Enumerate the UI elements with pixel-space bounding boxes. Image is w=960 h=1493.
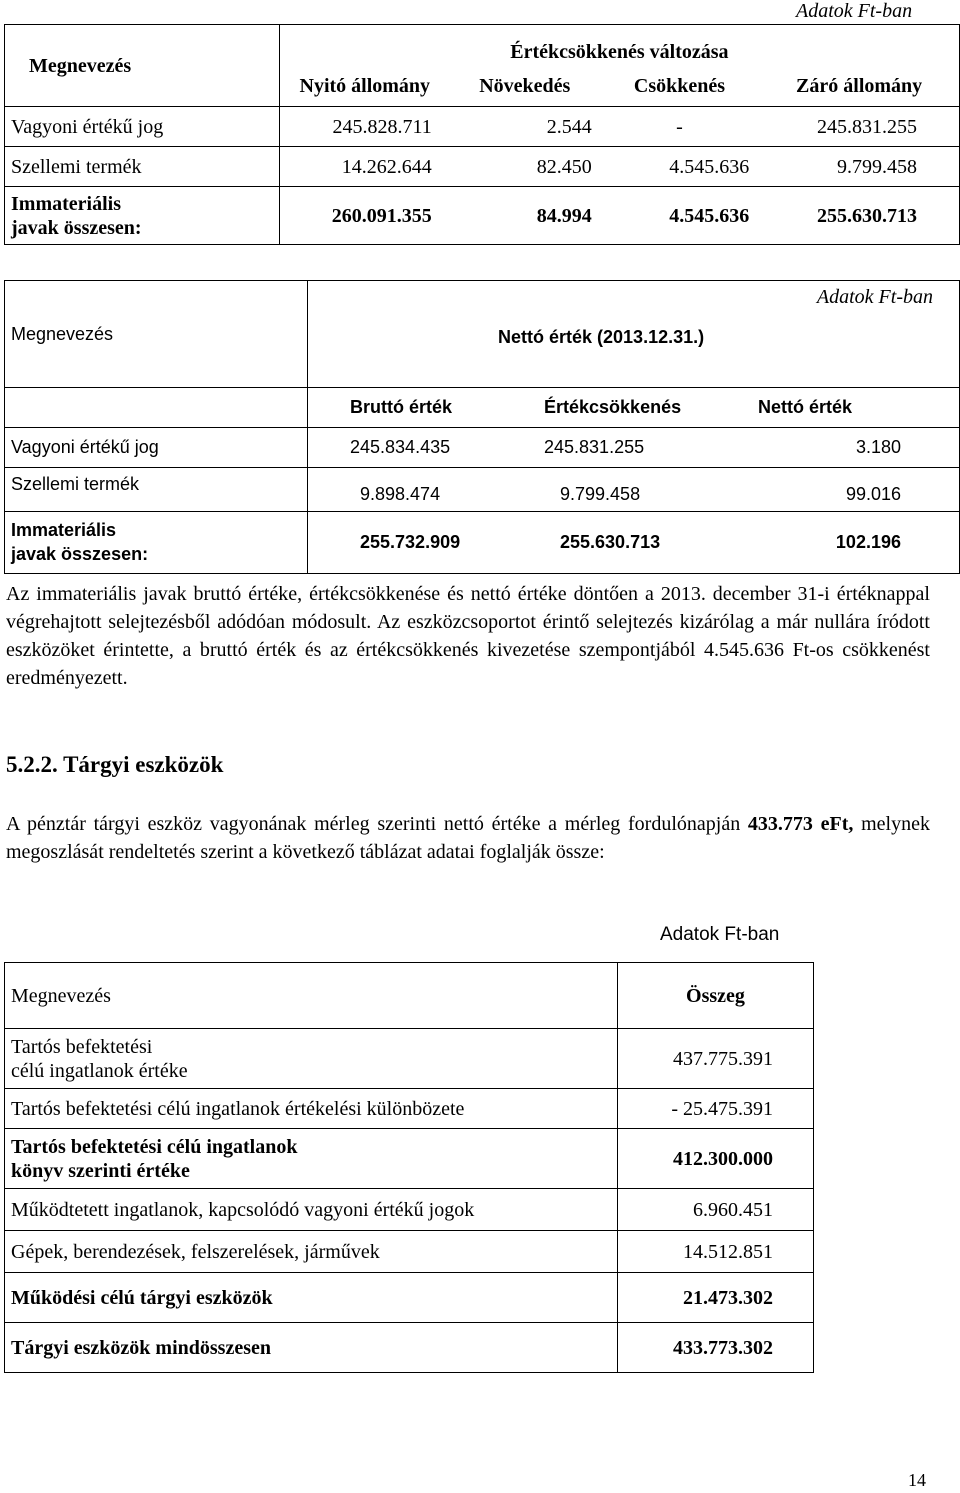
page-number: 14 — [908, 1470, 926, 1490]
unit-note: Adatok Ft-ban — [816, 286, 933, 308]
cell: 245.831.255 — [759, 107, 959, 147]
header-group: Nettó érték (2013.12.31.) — [498, 327, 705, 347]
cell: 9.799.458 — [759, 147, 959, 187]
total-name — [5, 187, 280, 245]
cell: 255.630.713 — [508, 511, 718, 573]
cell: 2.544 — [450, 107, 600, 147]
table-row — [5, 427, 960, 467]
row-name: Vagyoni értékű jog — [5, 107, 280, 147]
table-row — [5, 1089, 814, 1129]
row-value: 6.960.451 — [618, 1189, 814, 1231]
row-name-line2: célú ingatlanok értéke — [11, 1059, 188, 1082]
row-name: Tartós befektetési célú ingatlanok értékelési különbözete — [5, 1089, 618, 1129]
row-name-line1: Tartós befektetési célú ingatlanok — [11, 1135, 298, 1158]
cell: 82.450 — [450, 147, 600, 187]
unit-note: Adatok Ft-ban — [796, 0, 913, 22]
row-name-line2: könyv szerinti értéke — [11, 1159, 190, 1182]
cell: 260.091.355 — [279, 187, 449, 245]
table-row — [5, 1189, 814, 1231]
paragraph-bold-value: 433.773 eFt, — [747, 813, 854, 835]
cell: 9.799.458 — [508, 467, 718, 511]
intangible-depreciation-table — [4, 24, 960, 245]
row-name: Vagyoni értékű jog — [5, 427, 308, 467]
row-name — [5, 1029, 618, 1089]
table-row — [5, 1231, 814, 1273]
row-name — [5, 1129, 618, 1189]
col-net: Nettó érték — [718, 387, 960, 427]
header-group-cell — [308, 281, 960, 387]
cell: 4.545.636 — [600, 187, 760, 245]
total-row — [5, 511, 960, 573]
cell: 255.630.713 — [759, 187, 959, 245]
table-row — [5, 1029, 814, 1089]
row-name: Gépek, berendezések, felszerelések, járművek — [5, 1231, 618, 1273]
row-name-line1: Tartós befektetési — [11, 1035, 153, 1058]
col-decrease: Csökkenés — [600, 67, 760, 107]
row-name: Működési célú tárgyi eszközök — [5, 1273, 618, 1323]
total-name-line1: Immateriális — [11, 192, 121, 215]
cell: 245.834.435 — [308, 427, 509, 467]
row-name: Szellemi termék — [5, 467, 308, 511]
total-name-line1: Immateriális — [11, 520, 117, 540]
cell: 3.180 — [718, 427, 960, 467]
col-increase: Növekedés — [450, 67, 600, 107]
cell: - — [600, 107, 760, 147]
cell: 14.262.644 — [279, 147, 449, 187]
net-value-table — [4, 280, 960, 574]
paragraph-text: A pénztár tárgyi eszköz vagyonának mérleg szerinti nettó értéke a mérleg fordulónapján — [6, 813, 748, 835]
table-row — [5, 467, 960, 511]
table-row — [5, 107, 960, 147]
table-row — [5, 1129, 814, 1189]
paragraph: Az immateriális javak bruttó értéke, értékcsökkenése és nettó értéke döntően a 2013. december 31-i értéknappal végrehajtott selejtezésből adódóan módosult. Az eszközcsoportot érintő selejtezés kizárólag a már nullára íródott eszközöket érintette, a bruttó érték és az értékcsökkenés kivezetése szempontjából 4.545.636 Ft-os csökkenést eredményezett. — [6, 583, 930, 689]
total-name-line2: javak összesen: — [11, 216, 142, 239]
cell: 245.831.255 — [508, 427, 718, 467]
table-row — [5, 147, 960, 187]
header-name: Megnevezés — [11, 323, 114, 344]
total-name — [5, 511, 308, 573]
table-row — [5, 1273, 814, 1323]
cell: 102.196 — [718, 511, 960, 573]
header-name: Megnevezés — [5, 963, 618, 1029]
col-depreciation: Értékcsökkenés — [508, 387, 718, 427]
cell: 84.994 — [450, 187, 600, 245]
paragraph — [6, 810, 930, 866]
paragraph-text: melynek megoszlását rendeltetés szerint a következő táblázat adatai foglalják össze: — [6, 813, 930, 863]
row-value: 21.473.302 — [618, 1273, 814, 1323]
col-opening: Nyitó állomány — [279, 67, 449, 107]
header-name: Megnevezés — [5, 25, 280, 107]
total-name-line2: javak összesen: — [11, 544, 149, 564]
header-value: Összeg — [618, 963, 814, 1029]
cell: 4.545.636 — [600, 147, 760, 187]
table-row — [5, 1323, 814, 1373]
section-heading: 5.2.2. Tárgyi eszközök — [6, 752, 224, 777]
col-closing: Záró állomány — [759, 67, 959, 107]
tangible-assets-table — [4, 962, 814, 1373]
cell: 255.732.909 — [308, 511, 509, 573]
row-value: 14.512.851 — [618, 1231, 814, 1273]
row-name: Működtetett ingatlanok, kapcsolódó vagyoni értékű jogok — [5, 1189, 618, 1231]
header-name-cell — [5, 281, 308, 388]
cell: 245.828.711 — [279, 107, 449, 147]
unit-note: Adatok Ft-ban — [660, 924, 780, 945]
row-value: - 25.475.391 — [618, 1089, 814, 1129]
col-gross: Bruttó érték — [308, 387, 509, 427]
row-value: 437.775.391 — [618, 1029, 814, 1089]
row-name: Szellemi termék — [5, 147, 280, 187]
row-value: 412.300.000 — [618, 1129, 814, 1189]
header-group: Értékcsökkenés változása — [279, 25, 959, 67]
row-name: Tárgyi eszközök mindösszesen — [5, 1323, 618, 1373]
cell: 99.016 — [718, 467, 960, 511]
row-value: 433.773.302 — [618, 1323, 814, 1373]
total-row — [5, 187, 960, 245]
cell: 9.898.474 — [308, 467, 509, 511]
